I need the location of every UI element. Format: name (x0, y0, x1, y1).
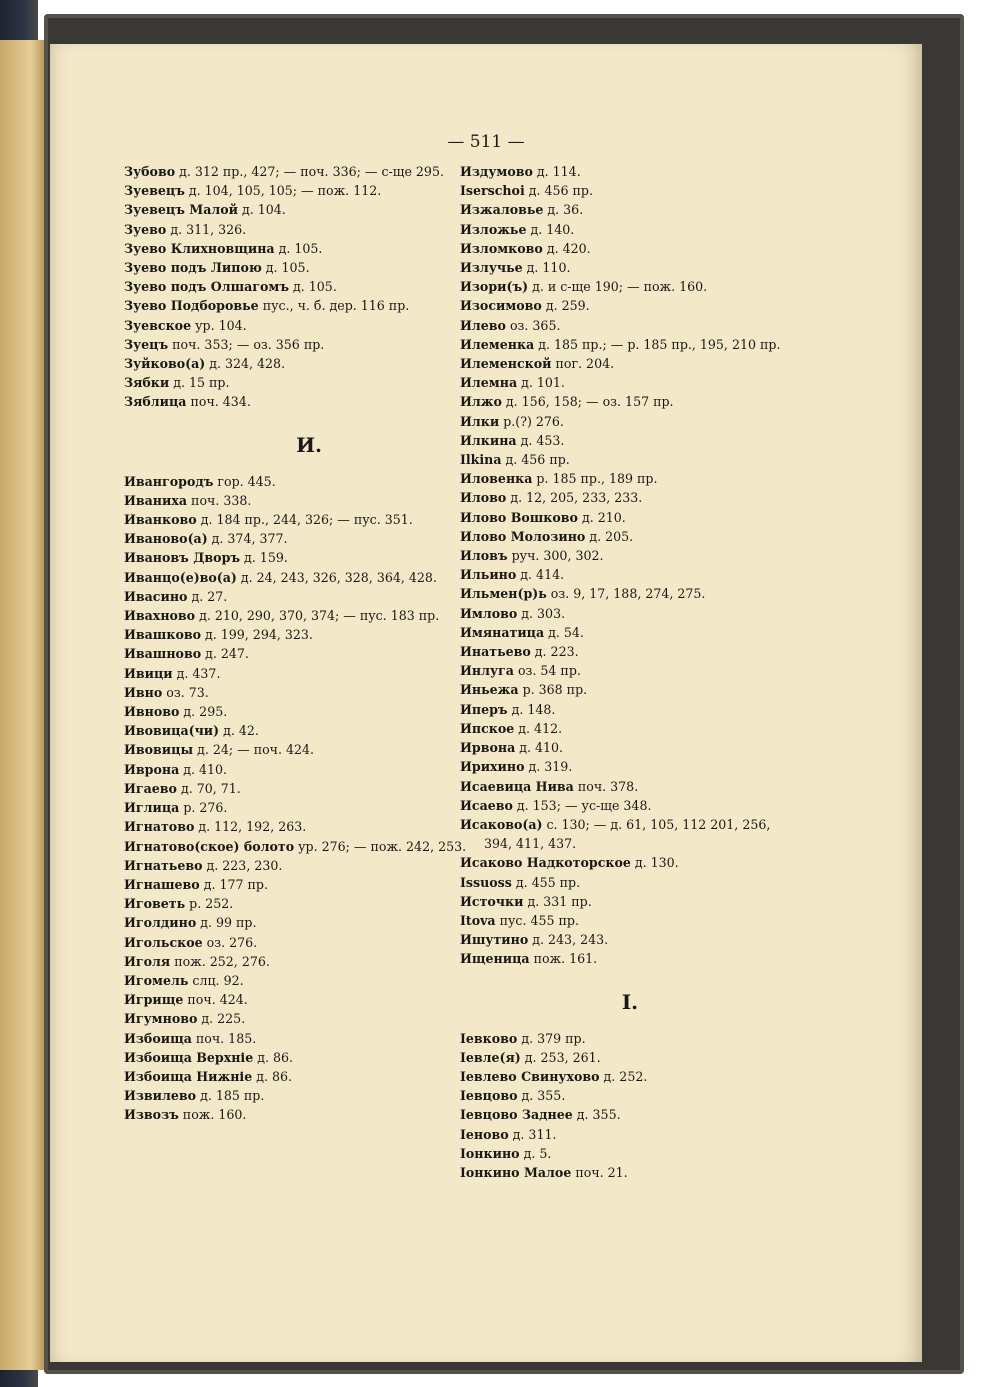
entry-term: Иголдино (124, 915, 197, 931)
index-entry (460, 738, 800, 757)
entry-references: д. 355. (572, 1107, 621, 1123)
index-entry (460, 354, 800, 373)
entry-references: ур. 276; — пож. 242, 253. (294, 838, 467, 854)
index-entry (460, 277, 800, 296)
index-entry (460, 930, 800, 949)
entry-term: Издумово (460, 164, 533, 179)
entry-references: д. и с-ще 190; — пож. 160. (528, 279, 708, 295)
index-entry (124, 1105, 494, 1124)
entry-references: д. 324, 428. (205, 356, 286, 372)
section-heading: I. (621, 989, 639, 1014)
index-entry (460, 604, 800, 623)
index-entry (460, 335, 800, 354)
index-entry (460, 296, 800, 315)
entry-references: д. 205. (585, 528, 634, 544)
index-entry (124, 1086, 494, 1105)
entry-references: д. 159. (240, 550, 288, 566)
entry-term: Изломково (460, 240, 543, 256)
entry-term: Ивовица(чи) (124, 723, 220, 739)
entry-term: Зяблица (124, 394, 187, 410)
entry-term: Иговеть (124, 896, 186, 912)
entry-references: д. 86. (252, 1068, 293, 1084)
index-entry (124, 856, 494, 875)
index-entry (460, 911, 800, 930)
index-entry (460, 316, 800, 335)
index-entry (460, 1125, 800, 1144)
entry-term: Изжаловье (460, 202, 544, 218)
entry-term: Иванцо(е)во(а) (124, 569, 237, 585)
entry-references: р.(?) 276. (499, 413, 564, 429)
entry-references: д. 86. (253, 1049, 294, 1065)
entry-references: д. 410. (515, 740, 564, 756)
index-entry (124, 220, 494, 239)
index-entry (124, 200, 494, 219)
entry-term: Ипское (460, 720, 515, 736)
entry-term: Илово Вошково (460, 509, 578, 525)
index-entry (460, 392, 800, 411)
index-entry (124, 510, 494, 529)
entry-references: пог. 204. (551, 356, 615, 372)
entry-term: Игрище (124, 992, 184, 1008)
index-entry (124, 296, 494, 315)
entry-term: Ивасино (124, 588, 188, 604)
index-entry (124, 740, 494, 759)
entry-references: поч. 378. (573, 778, 639, 794)
entry-references: р. 276. (179, 800, 228, 816)
index-entry (460, 508, 800, 527)
entry-term: Ильмен(р)ь (460, 586, 547, 602)
entry-term: Ilkina (460, 452, 502, 468)
index-entry (124, 1029, 494, 1048)
entry-references: д. 379 пр. (517, 1030, 586, 1046)
entry-references: д. 54. (544, 624, 584, 640)
entry-references: поч. 424. (183, 992, 248, 1008)
entry-term: Игумново (124, 1011, 198, 1027)
entry-term: Иловъ (460, 548, 508, 564)
entry-term: Itova (460, 912, 496, 928)
index-entry (124, 1067, 494, 1086)
index-entry (460, 853, 800, 872)
index-entry (460, 757, 800, 776)
index-entry (460, 796, 800, 815)
entry-references: д. 24; — поч. 424. (193, 742, 315, 758)
index-entry (124, 913, 494, 932)
entry-references: д. 42. (219, 723, 259, 739)
index-entry (124, 587, 494, 606)
index-entry (460, 258, 800, 277)
index-entry (124, 162, 494, 181)
entry-term: Ильино (460, 567, 517, 583)
entry-references: д. 185 пр. (196, 1088, 265, 1104)
index-entry (460, 1048, 800, 1067)
index-entry (124, 335, 494, 354)
entry-references: поч. 338. (187, 492, 252, 508)
index-entry (460, 873, 800, 892)
index-entry (460, 700, 800, 719)
index-entry (124, 760, 494, 779)
entry-references: р. 185 пр., 189 пр. (532, 471, 658, 487)
entry-references: поч. 434. (186, 394, 251, 410)
index-entry (124, 491, 494, 510)
index-entry (460, 584, 800, 603)
index-entry (460, 1029, 800, 1048)
entry-references: пож. 161. (529, 951, 598, 967)
entry-term: Иваниха (124, 492, 188, 508)
entry-term: Избоища Верхніе (124, 1049, 254, 1065)
index-entry (124, 1009, 494, 1028)
entry-references: д. 156, 158; — оз. 157 пр. (501, 394, 674, 410)
index-entry (460, 162, 800, 181)
entry-term: Имянатица (460, 624, 545, 640)
entry-references: д. 412. (514, 720, 563, 736)
entry-references: р. 252. (185, 896, 234, 912)
entry-term: Зуецъ (124, 336, 169, 352)
index-entry (460, 1086, 800, 1105)
entry-term: Игнатово (124, 819, 195, 835)
entry-term: Ивново (124, 704, 180, 720)
index-column-left (124, 162, 494, 1125)
left-page-edge (0, 40, 44, 1370)
index-entry (460, 469, 800, 488)
index-entry (124, 721, 494, 740)
index-entry (124, 1048, 494, 1067)
index-entry (460, 777, 800, 796)
entry-term: Илеменка (460, 336, 535, 352)
entry-term: Илки (460, 413, 500, 429)
entry-term: Ивановъ Дворъ (124, 550, 241, 566)
entry-term: Извилево (124, 1088, 197, 1104)
entry-term: Зуевское (124, 317, 192, 333)
index-entry (124, 817, 494, 836)
entry-references: гор. 445. (213, 473, 276, 489)
entry-term: Игомель (124, 972, 189, 988)
entry-term: Ивангородъ (124, 473, 214, 489)
entry-references: д. 185 пр.; — р. 185 пр., 195, 210 пр. (534, 336, 781, 352)
entry-references: д. 243, 243. (528, 932, 609, 948)
entry-references: д. 319. (524, 759, 573, 775)
index-entry (124, 894, 494, 913)
index-entry (460, 1067, 800, 1086)
entry-references: д. 36. (543, 202, 584, 218)
entry-term: Илемна (460, 375, 518, 391)
entry-references: д. 148. (507, 701, 556, 717)
index-entry (460, 527, 800, 546)
entry-references: д. 184 пр., 244, 326; — пус. 351. (196, 512, 413, 528)
index-entry (124, 702, 494, 721)
entry-term: Иголя (124, 953, 171, 969)
index-entry (124, 258, 494, 277)
index-entry (124, 277, 494, 296)
entry-term: Инлуга (460, 663, 514, 679)
entry-references: д. 456 пр. (501, 452, 570, 468)
entry-references: д. 24, 243, 326, 328, 364, 428. (236, 569, 437, 585)
entry-references: д. 130. (630, 855, 679, 871)
entry-term: Илово Молозино (460, 528, 586, 544)
entry-term: Ивахново (124, 608, 196, 624)
index-entry (124, 239, 494, 258)
entry-term: Илово (460, 490, 507, 506)
index-entry (460, 546, 800, 565)
entry-term: Иглица (124, 800, 180, 816)
entry-references: д. 420. (542, 240, 591, 256)
index-entry (124, 644, 494, 663)
entry-references: д. 105. (274, 240, 323, 256)
entry-term: Игаево (124, 780, 177, 796)
entry-references: д. 374, 377. (207, 531, 288, 547)
entry-term: Изори(ъ) (460, 279, 529, 295)
entry-references: д. 259. (541, 298, 590, 314)
entry-term: Ивовицы (124, 742, 194, 758)
entry-term: Илеменской (460, 356, 552, 372)
entry-term: Зуйково(а) (124, 356, 206, 372)
index-entry (124, 779, 494, 798)
entry-term: Игнашево (124, 876, 200, 892)
entry-term: Изосимово (460, 298, 542, 314)
entry-term: Иньежа (460, 682, 519, 698)
entry-term: Iевле(я) (460, 1049, 521, 1065)
index-entry (124, 392, 494, 411)
entry-references: пож. 252, 276. (170, 953, 270, 969)
entry-references: поч. 353; — оз. 356 пр. (168, 336, 325, 352)
entry-references: оз. 73. (162, 684, 209, 700)
entry-references: р. 368 пр. (518, 682, 588, 698)
entry-references: пус., ч. б. дер. 116 пр. (258, 298, 410, 314)
entry-references: ур. 104. (191, 317, 247, 333)
entry-references: д. 27. (187, 588, 228, 604)
index-entry (124, 798, 494, 817)
index-entry (124, 472, 494, 491)
entry-references: руч. 300, 302. (507, 548, 604, 564)
index-entry (124, 373, 494, 392)
entry-term: Ивашково (124, 627, 201, 643)
entry-term: Излучье (460, 260, 523, 276)
index-entry (460, 181, 800, 200)
entry-references: д. 105. (261, 260, 310, 276)
entry-term: Иванково (124, 512, 197, 528)
entry-references: оз. 9, 17, 188, 274, 275. (546, 586, 706, 602)
index-entry (460, 431, 800, 450)
entry-references: пож. 160. (178, 1107, 247, 1123)
section-heading: И. (296, 432, 322, 457)
entry-term: Iевково (460, 1030, 518, 1046)
entry-references: с. 130; — д. 61, 105, 112 201, 256, 394, 411, 437. (484, 816, 771, 852)
index-entry (124, 316, 494, 335)
entry-references: д. 104. (238, 202, 286, 218)
entry-term: Илжо (460, 394, 502, 410)
entry-term: Зуевецъ Малой (124, 202, 238, 218)
entry-term: Iевцово Заднее (460, 1107, 573, 1123)
entry-term: Iевцово (460, 1088, 518, 1104)
index-entry (460, 623, 800, 642)
entry-references: слц. 92. (188, 972, 244, 988)
entry-term: Iонкино (460, 1145, 520, 1161)
index-entry (460, 220, 800, 239)
index-entry (124, 990, 494, 1009)
entry-term: Иперъ (460, 701, 508, 717)
entry-references: д. 210. (577, 509, 626, 525)
index-entry (460, 1144, 800, 1163)
index-entry (124, 529, 494, 548)
entry-term: Илкина (460, 432, 517, 448)
index-entry (460, 642, 800, 661)
entry-term: Зуево подъ Олшагомъ (124, 279, 290, 295)
entry-references: д. 414. (516, 567, 565, 583)
index-entry (460, 488, 800, 507)
index-entry (460, 1163, 800, 1182)
index-entry (124, 181, 494, 200)
entry-term: Избоища Нижніе (124, 1068, 253, 1084)
entry-term: Ишутино (460, 932, 529, 948)
entry-references: д. 223, 230. (202, 857, 283, 873)
entry-references: д. 110. (522, 260, 571, 276)
index-entry (460, 815, 800, 853)
book-page (50, 44, 922, 1362)
index-entry (124, 683, 494, 702)
entry-references: поч. 185. (191, 1030, 257, 1046)
index-entry (124, 971, 494, 990)
entry-references: д. 15 пр. (169, 375, 230, 391)
index-entry (124, 354, 494, 373)
index-entry (460, 200, 800, 219)
entry-term: Зуево Клихновщина (124, 240, 275, 256)
index-entry (124, 606, 494, 625)
entry-term: Ивно (124, 684, 163, 700)
entry-term: Иврона (124, 761, 180, 777)
entry-term: Иваново(а) (124, 531, 208, 547)
entry-term: Iеново (460, 1126, 509, 1142)
entry-term: Исаково Надкоторское (460, 855, 631, 871)
entry-references: пус. 455 пр. (495, 912, 579, 928)
entry-references: д. 12, 205, 233, 233. (506, 490, 643, 506)
entry-references: д. 225. (197, 1011, 246, 1027)
entry-term: Ивашново (124, 646, 202, 662)
entry-term: Игнатьево (124, 857, 203, 873)
entry-references: д. 455 пр. (511, 874, 581, 890)
index-entry (460, 239, 800, 258)
entry-term: Игольское (124, 934, 203, 950)
entry-references: д. 114. (532, 164, 581, 179)
entry-term: Источки (460, 893, 524, 909)
entry-term: Извозъ (124, 1107, 179, 1123)
entry-term: Исаково(а) (460, 816, 543, 832)
entry-references: д. 311, 326. (166, 221, 247, 237)
entry-references: д. 140. (526, 221, 575, 237)
entry-references: д. 456 пр. (524, 183, 593, 199)
entry-term: Ищеница (460, 951, 530, 967)
entry-references: д. 410. (179, 761, 228, 777)
entry-references: оз. 54 пр. (513, 663, 581, 679)
entry-term: Issuoss (460, 874, 512, 890)
entry-term: Изложье (460, 221, 527, 237)
entry-references: д. 295. (179, 704, 228, 720)
page-number: — 511 — (447, 132, 525, 152)
entry-term: Зябки (124, 375, 170, 391)
entry-term: Зубово (124, 164, 176, 179)
index-entry (460, 450, 800, 469)
entry-references: д. 247. (201, 646, 249, 662)
entry-references: д. 177 пр. (199, 876, 268, 892)
entry-references: д. 210, 290, 370, 374; — пус. 183 пр. (195, 608, 440, 624)
entry-references: д. 5. (519, 1145, 552, 1161)
entry-references: оз. 276. (202, 934, 258, 950)
index-entry (460, 1105, 800, 1124)
index-entry (460, 949, 800, 968)
entry-references: д. 99 пр. (196, 915, 257, 931)
entry-term: Ирвона (460, 740, 516, 756)
entry-term: Iонкино Малое (460, 1164, 572, 1180)
entry-term: Илево (460, 317, 506, 333)
index-entry (124, 875, 494, 894)
entry-term: Исаевица Нива (460, 778, 574, 794)
entry-references: д. 355. (517, 1088, 566, 1104)
entry-references: д. 199, 294, 323. (201, 627, 313, 643)
entry-term: Iserschoi (460, 183, 525, 199)
index-entry (124, 837, 494, 856)
entry-references: оз. 365. (505, 317, 561, 333)
entry-term: Зуево Подборовье (124, 298, 259, 314)
entry-term: Зуево подъ Липою (124, 260, 262, 276)
entry-references: д. 70, 71. (176, 780, 241, 796)
index-entry (460, 661, 800, 680)
index-column-right (460, 162, 800, 1182)
index-entry (124, 625, 494, 644)
index-entry (460, 680, 800, 699)
entry-term: Инатьево (460, 644, 531, 660)
entry-references: д. 223. (530, 644, 579, 660)
entry-references: д. 253, 261. (520, 1049, 601, 1065)
entry-references: поч. 21. (571, 1164, 628, 1180)
index-entry (124, 664, 494, 683)
entry-references: д. 105. (289, 279, 337, 295)
entry-term: Зуевецъ (124, 183, 185, 199)
entry-term: Исаево (460, 797, 513, 813)
entry-term: Иловенка (460, 471, 533, 487)
index-entry (124, 952, 494, 971)
index-entry (460, 412, 800, 431)
entry-references: д. 303. (517, 605, 566, 621)
index-entry (460, 892, 800, 911)
entry-references: д. 153; — ус-ще 348. (512, 797, 652, 813)
entry-references: д. 311. (508, 1126, 557, 1142)
index-entry (124, 548, 494, 567)
entry-references: д. 437. (172, 665, 221, 681)
entry-references: д. 252. (599, 1068, 648, 1084)
entry-references: д. 112, 192, 263. (194, 819, 307, 835)
index-entry (460, 719, 800, 738)
entry-references: д. 312 пр., 427; — поч. 336; — с-ще 295. (175, 164, 444, 179)
entry-references: д. 453. (516, 432, 565, 448)
index-entry (460, 373, 800, 392)
entry-term: Зуево (124, 221, 167, 237)
entry-references: д. 331 пр. (523, 893, 592, 909)
entry-references: д. 101. (517, 375, 565, 391)
index-entry (124, 568, 494, 587)
entry-references: д. 104, 105, 105; — пож. 112. (184, 183, 382, 199)
entry-term: Iевлево Свинухово (460, 1068, 600, 1084)
entry-term: Ирихино (460, 759, 525, 775)
entry-term: Ивици (124, 665, 173, 681)
index-entry (124, 933, 494, 952)
entry-term: Игнатово(ское) болото (124, 838, 295, 854)
entry-term: Избоища (124, 1030, 192, 1046)
index-entry (460, 565, 800, 584)
entry-term: Имлово (460, 605, 518, 621)
